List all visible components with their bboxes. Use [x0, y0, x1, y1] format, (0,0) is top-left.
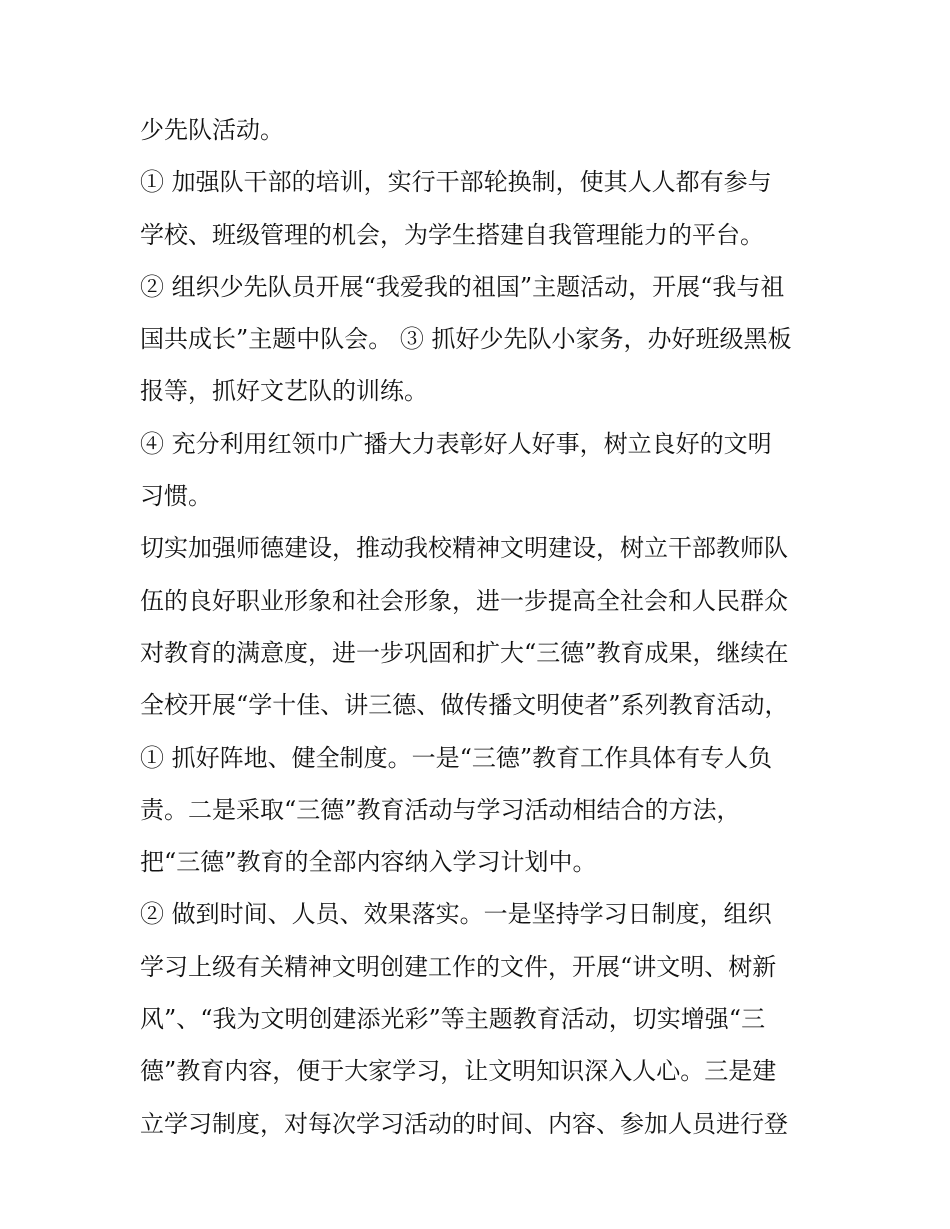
text-line: 报等，抓好文艺队的训练。: [140, 377, 428, 406]
text-line: 责。二是采取“三德”教育活动与学习活动相结合的方法，: [140, 795, 741, 824]
text-line: 把“三德”教育的全部内容纳入学习计划中。: [140, 848, 597, 877]
text-line: 德”教育内容，便于大家学习，让文明知识深入人心。三是建: [140, 1057, 777, 1086]
text-line: 对教育的满意度，进一步巩固和扩大“三德”教育成果，继续在: [140, 638, 789, 667]
text-line: ② 组织少先队员开展“我爱我的祖国”主题活动，开展“我与祖: [140, 272, 785, 301]
text-line: 风”、“我为文明创建添光彩”等主题教育活动，切实增强“三: [140, 1005, 766, 1034]
text-line: ② 做到时间、人员、效果落实。一是坚持学习日制度，组织: [140, 900, 772, 929]
document-body: [140, 104, 830, 1150]
text-line: 国共成长”主题中队会。 ③ 抓好少先队小家务，办好班级黑板: [140, 325, 792, 354]
text-line: ① 抓好阵地、健全制度。一是“三德”教育工作具体有专人负: [140, 743, 773, 772]
text-line: 切实加强师德建设，推动我校精神文明建设，树立干部教师队: [140, 534, 788, 563]
text-line: 全校开展“学十佳、讲三德、做传播文明使者”系列教育活动，: [140, 691, 789, 720]
text-line: ① 加强队干部的培训，实行干部轮换制，使其人人都有参与: [140, 168, 772, 197]
text-line: 学习上级有关精神文明创建工作的文件，开展“讲文明、树新: [140, 952, 777, 981]
text-line: 伍的良好职业形象和社会形象，进一步提高全社会和人民群众: [140, 586, 788, 615]
text-line: 学校、班级管理的机会，为学生搭建自我管理能力的平台。: [140, 220, 764, 249]
text-line: 习惯。: [140, 482, 212, 511]
text-line: 少先队活动。: [140, 116, 284, 144]
text-line: 立学习制度，对每次学习活动的时间、内容、参加人员进行登: [140, 1109, 788, 1138]
text-line: ④ 充分利用红领巾广播大力表彰好人好事，树立良好的文明: [140, 429, 772, 458]
